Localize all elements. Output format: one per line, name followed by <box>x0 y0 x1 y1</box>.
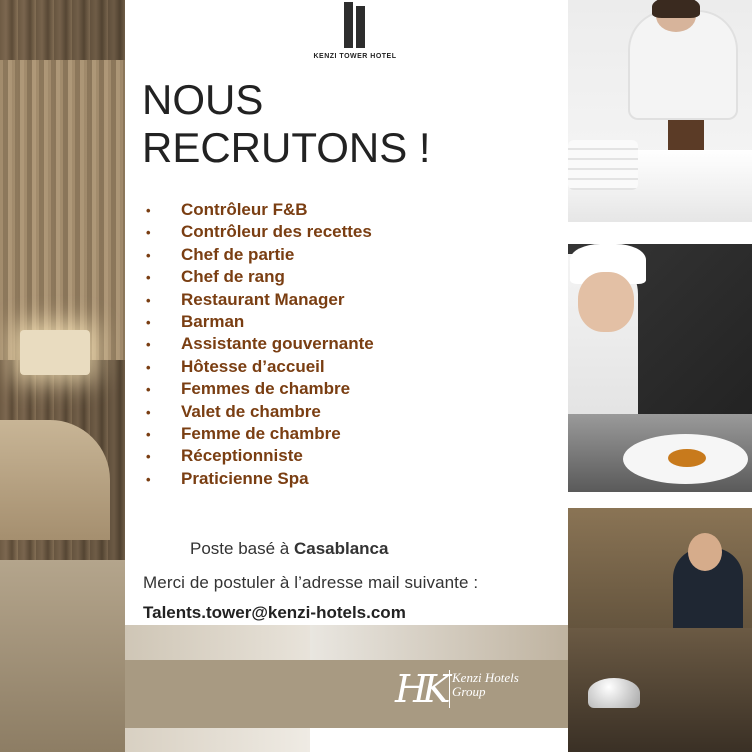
bullet-icon: • <box>146 449 151 465</box>
logo-divider <box>449 670 450 708</box>
job-item: • Contrôleur F&B <box>142 199 374 221</box>
job-item: • Chef de partie <box>142 244 374 266</box>
job-item: • Chef de rang <box>142 266 374 288</box>
headline <box>142 76 431 172</box>
job-item: • Valet de chambre <box>142 401 374 423</box>
bullet-icon: • <box>146 292 151 308</box>
job-list <box>142 199 374 490</box>
job-item: • Restaurant Manager <box>142 289 374 311</box>
bullet-icon: • <box>146 426 151 442</box>
bullet-icon: • <box>146 225 151 241</box>
bullet-icon: • <box>146 337 151 353</box>
apply-instructions: Merci de postuler à l’adresse mail suivante : <box>143 573 479 592</box>
job-item: • Femmes de chambre <box>142 378 374 400</box>
job-item: • Réceptionniste <box>142 445 374 467</box>
floor-photo-strip <box>125 625 310 660</box>
bullet-icon: • <box>146 314 151 330</box>
group-name: Kenzi Hotels Group <box>452 670 519 699</box>
bullet-icon: • <box>146 247 151 263</box>
job-item: • Contrôleur des recettes <box>142 221 374 243</box>
bullet-icon: • <box>146 359 151 375</box>
housekeeping-photo <box>568 0 752 222</box>
bullet-icon: • <box>146 471 151 487</box>
job-city: Casablanca <box>293 539 389 558</box>
job-item: • Hôtesse d’accueil <box>142 356 374 378</box>
bullet-icon: • <box>146 404 151 420</box>
hotel-room-photo <box>0 0 125 752</box>
job-location: Poste basé à Casablanca <box>190 539 389 558</box>
hotel-name: KENZI TOWER HOTEL <box>313 53 397 60</box>
bullet-icon: • <box>146 203 151 218</box>
floor-photo-strip-2 <box>310 625 568 660</box>
bullet-icon: • <box>146 270 151 286</box>
apply-email-link[interactable]: Talents.tower@kenzi-hotels.com <box>143 603 406 622</box>
group-logo-icon: HK <box>395 667 445 711</box>
job-item: • Barman <box>142 311 374 333</box>
bullet-icon: • <box>146 382 151 398</box>
hotel-logo-icon <box>344 2 366 48</box>
headline-line-1: NOUS <box>142 76 264 123</box>
job-item: • Femme de chambre <box>142 423 374 445</box>
job-item: • Praticienne Spa <box>142 468 374 490</box>
job-item: • Assistante gouvernante <box>142 333 374 355</box>
reception-photo <box>568 508 752 752</box>
floor-photo-strip-3 <box>125 728 310 752</box>
headline-line-2: RECRUTONS ! <box>142 124 431 171</box>
